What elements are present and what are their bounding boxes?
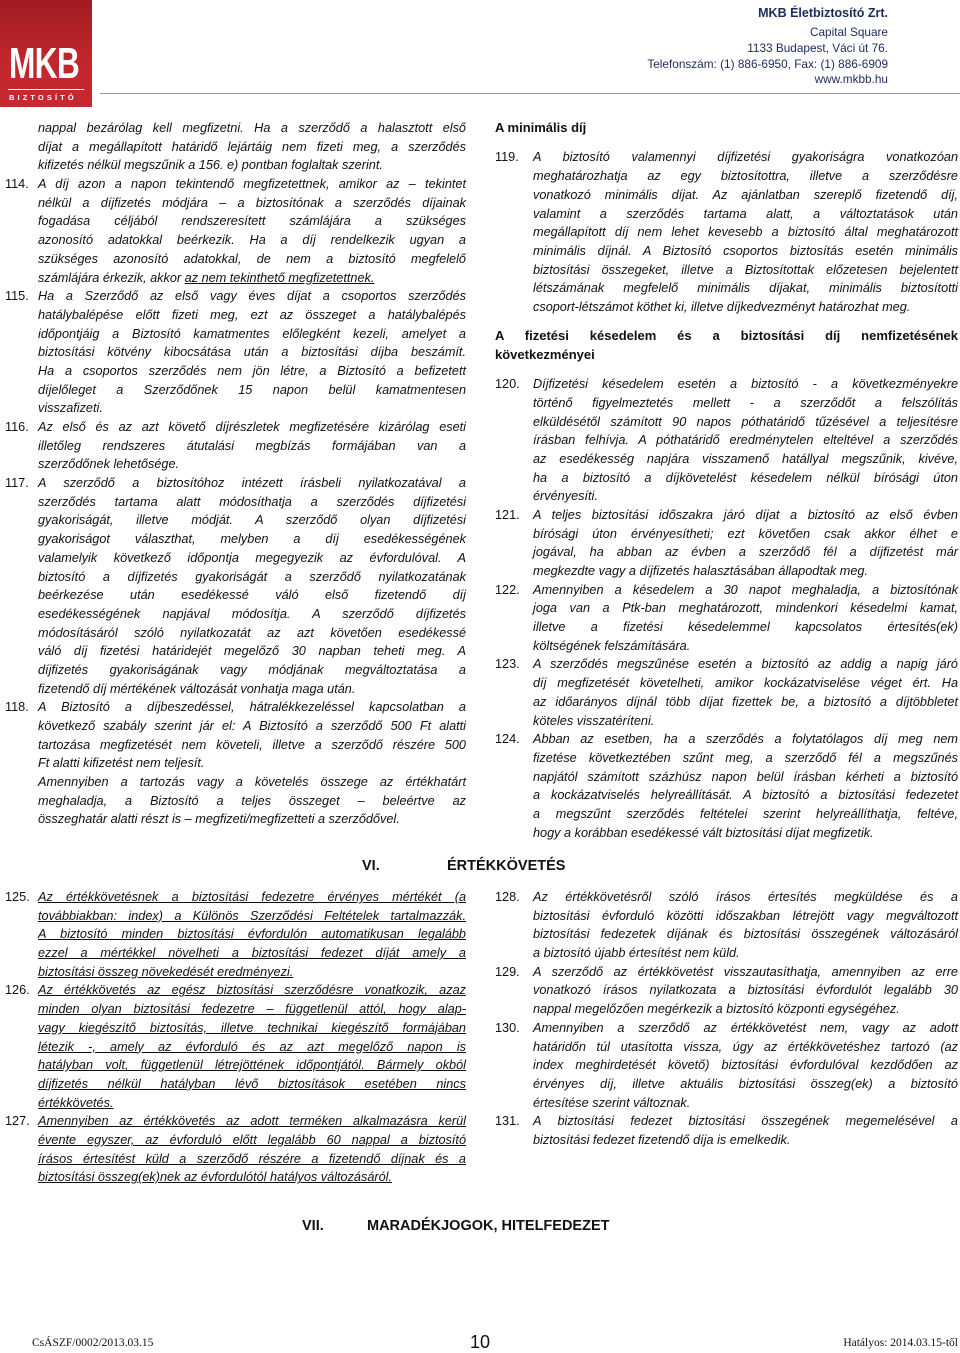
clause-line: biztosítási összeg növekedését eredményezi. <box>38 964 294 979</box>
clause-continuation <box>5 119 466 175</box>
clause-line: Az értékkövetésről szóló írásos értesítés megküldése és a <box>533 890 958 904</box>
document-id: CsÁSZF/0002/2013.03.15 <box>32 1337 154 1349</box>
text-segment: számlájára érkezik, akkor <box>38 270 185 285</box>
logo-subtitle: BIZTOSÍTÓ <box>9 93 77 102</box>
clause-line: kifizetés nélkül megszűnik a 156. e) pontban foglaltak szerint. <box>38 158 383 173</box>
clause-line: díjelőleget a Szerződőnek 15 napon belül kamatmentesen <box>38 382 466 397</box>
clause-130 <box>495 1019 958 1112</box>
clause-122 <box>495 581 958 656</box>
clause-line: fogadása céljából rendszeresített számlájára a szükséges <box>38 214 466 229</box>
clause-line: értesítése szerint változnak. <box>533 1095 691 1110</box>
clause-line: megkezdte vagy a díjfizetés halasztásában állapodtak meg. <box>533 564 869 579</box>
underlined-text: az nem tekinthető megfizetettnek. <box>184 270 375 285</box>
clause-line: váló díj fizetési határidejét megelőző 30 napban teheti meg. A <box>38 644 466 659</box>
clause-line: visszafizeti. <box>38 401 103 416</box>
subsection-heading <box>495 327 958 364</box>
clause-line: történő figyelmeztetés mellett - a szerződőt a felszólítás <box>533 395 958 410</box>
clause-line: jogával, ha abban az évben a szerződő fél a díjfizetést már <box>533 545 958 560</box>
clause-line: nappal megelőzően megérkezik a biztosító központi egységéhez. <box>533 1002 900 1017</box>
clause-line: vonatkozó írásos nyilatkozata a biztosítási évfordulót legalább 30 <box>533 983 958 998</box>
clause-number: 115. <box>5 289 29 304</box>
clause-115 <box>5 287 466 418</box>
clause-line: biztosítási fedezetek díjának és biztosítási összegének változásáról <box>533 927 958 942</box>
header-divider <box>100 93 960 94</box>
clause-line: hatályban volt, függetlenül létrejöttének időpontjától. Bármely okból <box>38 1058 466 1073</box>
clause-number: 127. <box>5 1114 30 1129</box>
section-number: VI. <box>362 858 380 874</box>
clause-line: Az első és az azt követő díjrészletek megfizetésére kizárólag eseti <box>38 420 466 434</box>
clause-line: A szerződő a biztosítóhoz intézett írásbeli nyilatkozatával a <box>38 476 466 491</box>
clause-line: meghaladja, a Biztosító a teljes összeget – beleértve az <box>38 793 466 808</box>
clause-line: határidőn túl utasította vissza, úgy az értékkövetéshez tartozó (az <box>533 1039 958 1054</box>
clause-number: 126. <box>5 983 30 998</box>
clause-120 <box>495 375 958 506</box>
clause-line: illetve a fizetési késedelemmel kapcsolatos értesítés(ek) <box>533 620 958 635</box>
clause-line: megállapított díj nem lehet kevesebb a biztosító által meghatározott <box>533 225 958 240</box>
clause-131 <box>495 1112 958 1149</box>
clause-line: minimális díjnál. A Biztosító csoportos biztosítás esetén minimális <box>533 243 958 258</box>
clause-line: A díj azon a napon tekintendő megfizetettnek, amikor az – tekintet <box>38 177 466 192</box>
clause-line: a kockázatviselés helyreállítását. A biztosító a biztosítási fedezetet <box>533 788 958 803</box>
clause-number: 120. <box>495 377 520 392</box>
clause-line: minden olyan biztosítási fedezetre – függetlenül attól, hogy alap- <box>38 1002 466 1017</box>
page-number: 10 <box>469 1332 491 1352</box>
clause-line: vagy kiegészítő biztosítás, illetve technikai kiegészítő formájában <box>38 1020 466 1035</box>
clause-line: valamint a szerződés tartama alatt, a változtatások után <box>533 206 958 221</box>
clause-line: gyakoriságot választhat, melyben a díj esedékességének <box>38 532 466 547</box>
heading-line: A fizetési késedelem és a biztosítási díj nemfizetésének <box>495 327 958 343</box>
clause-line: biztosítási összegeket, illetve a Biztosítottak előzetesen bejelentett <box>533 262 958 277</box>
mkb-logo <box>0 0 92 107</box>
clause-line: érvényes díj, illetve aktuális biztosítási összeg(ek) a biztosító <box>533 1076 958 1091</box>
left-column-lower <box>5 888 466 1187</box>
clause-line: díjat a megállapított határidő lejártáig nem fizeti meg, a szerződés <box>38 139 466 154</box>
clause-line: Amennyiben a szerződő az értékkövetést nem, vagy az adott <box>533 1020 958 1035</box>
clause-line: Díjfizetési késedelem esetén a biztosító - a következményekre <box>533 377 958 392</box>
clause-line: létszámának megfelelő minimális díjakat, minimális biztosítotti <box>533 281 958 296</box>
clause-line: esedékességének napjával módosítja. A szerződő díjfizetés <box>38 606 466 621</box>
clause-line: a biztosító újabb értesítést nem küld. <box>533 946 740 961</box>
clause-line: az esedékesség napjára visszamenő hatállyal megszűnik, kivéve, <box>533 451 958 466</box>
clause-line: A teljes biztosítási időszakra járó díjat a biztosító az első évben <box>533 507 958 522</box>
clause-number: 121. <box>495 507 520 522</box>
clause-number: 130. <box>495 1020 520 1035</box>
clause-line: A biztosítási fedezet biztosítási összegének megemelésével a <box>533 1114 958 1129</box>
clause-121 <box>495 506 958 581</box>
clause-line: összeghatár alatti részt is – megfizeti/megfizetteti a szerződővel. <box>38 812 400 827</box>
right-column-lower <box>495 888 958 1150</box>
contact-line: Telefonszám: (1) 886-6950, Fax: (1) 886-6909 <box>647 56 888 71</box>
clause-line: díjfizetés gyakoriságának vagy módjának megváltoztatása a <box>38 662 466 677</box>
clause-line: nélkül a díjfizetés módjára – a biztosítónak a szerződés díjainak <box>38 195 466 210</box>
clause-119 <box>495 148 958 316</box>
clause-number: 123. <box>495 657 520 672</box>
clause-line: módosításáról szóló nyilatkozatát az azt követően esedékessé <box>38 625 466 640</box>
section-title: MARADÉKJOGOK, HITELFEDEZET <box>367 1218 610 1234</box>
clause-line: Amennyiben a késedelem a 30 napot meghaladja, a biztosítónak <box>533 582 958 597</box>
clause-127 <box>5 1112 466 1187</box>
logo-wordmark: MKB <box>9 39 79 88</box>
clause-line: értékkövetés. <box>38 1095 114 1110</box>
clause-line: illetőleg rendszeres átutalási megbízás formájában van a <box>38 438 466 453</box>
clause-line: Az értékkövetés az egész biztosítási szerződésre vonatkozik, azaz <box>38 983 466 998</box>
clause-line: azonosító adatokkal beérkezik. Ha a díj rendelkezik ugyan a <box>38 233 466 248</box>
clause-number: 119. <box>495 150 519 165</box>
clause-line: elküldésétől számított 90 napos póthatáridő tűzésével a teljesítésre <box>533 414 958 429</box>
clause-line: Amennyiben a tartozás vagy a követelés összege az értékhatárt <box>38 775 466 790</box>
clause-line: csoport-létszámot köthet ki, illetve díjkedvezményt határozhat meg. <box>533 299 911 314</box>
clause-line: Ha a Szerződő az első vagy éves díjat a csoportos szerződés <box>38 289 466 304</box>
clause-line: a megszűnt szerződés feltételei szerint helyreállíthatja, feltéve, <box>533 806 958 821</box>
clause-line: tartozása megfizetését nem követeli, illetve a szerződő részére 500 <box>38 737 466 752</box>
clause-line: biztosító a díjfizetés gyakoriságát a szerződő nyilatkozatának <box>38 569 466 584</box>
clause-line: szükséges azonosító adatokkal, de nem a biztosító megfelelő <box>38 251 466 266</box>
clause-124 <box>495 730 958 842</box>
clause-number: 125. <box>5 890 30 904</box>
clause-line: hatálybalépése előtt fizeti meg, ezt az összeget a hatálybalépés <box>38 307 466 322</box>
clause-number: 117. <box>5 476 29 491</box>
section-title: ÉRTÉKKÖVETÉS <box>447 858 566 874</box>
clause-line: meghatározhatja az egy biztosítottra, illetve a szerződésre <box>533 169 958 184</box>
left-column-upper <box>5 119 466 829</box>
clause-line: díj megfizetését követelheti, amikor kockázatviselése véget ért. Ha <box>533 676 958 691</box>
heading-line: következményei <box>495 346 595 362</box>
clause-number: 129. <box>495 964 520 979</box>
clause-line: A szerződő az értékkövetést visszautasíthatja, amennyiben az erre <box>533 964 958 979</box>
clause-line: szerződés tartama alatt módosíthatja a szerződés díjfizetési <box>38 494 466 509</box>
clause-line: bírósági úton érvényesítheti; ezt követően csak akkor élhet e <box>533 526 958 541</box>
clause-line <box>38 269 466 288</box>
clause-number: 131. <box>495 1114 520 1129</box>
clause-line: Amennyiben az értékkövetés az adott terméken alkalmazásra kerül <box>38 1114 466 1129</box>
section-number: VII. <box>302 1218 324 1234</box>
clause-number: 116. <box>5 420 29 434</box>
clause-line: időpontjáig a Biztosító kamatmentes előlegként kezeli, amelyet a <box>38 326 466 341</box>
right-column-upper <box>495 119 958 842</box>
clause-number: 118. <box>5 700 29 715</box>
clause-116 <box>5 418 466 474</box>
logo-divider <box>8 89 84 90</box>
clause-line: A biztosító minden biztosítási évfordulón automatikusan legalább <box>38 927 466 942</box>
company-name: MKB Életbiztosító Zrt. <box>758 6 888 20</box>
website-line: www.mkbb.hu <box>814 72 888 87</box>
clause-125 <box>5 888 466 981</box>
clause-line: díjfizetés nélkül hatályban lévő biztosítások esetében nincs <box>38 1076 466 1091</box>
clause-line: ha a biztosító a díjkövetelést késedelem nélkül bírósági úton <box>533 470 958 485</box>
clause-line: joga van a Ptk-ban meghatározott, mindenkori késedelmi kamat, <box>533 601 958 616</box>
clause-line: biztosítási fedezet fizetendő díja is emelkedik. <box>533 1132 791 1147</box>
clause-line: hogy a korábban esedékessé vált biztosítási díjat megfizetik. <box>533 825 874 840</box>
clause-line: napjától számított százhúsz napon belül írásban kérheti a biztosító <box>533 769 958 784</box>
clause-line: biztosítási évforduló közötti időszakban létrejött vagy megváltozott <box>533 908 958 923</box>
subsection-heading <box>495 119 958 138</box>
clause-line: valamelyik következő időpontja megegyezik az évfordulóval. A <box>38 550 466 565</box>
clause-118 <box>5 698 466 829</box>
address-line: 1133 Budapest, Váci út 76. <box>747 40 888 55</box>
effective-date: Hatályos: 2014.03.15-től <box>843 1337 958 1349</box>
clause-line: fizetése következtében szűnt meg, a szerződő fél a megszűnés <box>533 750 958 765</box>
clause-line: biztosítási összeg(ek)nek az évfordulótól hatályos változásáról. <box>38 1170 393 1185</box>
clause-line: következő szabály szerint jár el: A Biztosító a szerződő 500 Ft alatti <box>38 719 466 733</box>
clause-line: vonatkozó minimális díjat. Az ajánlatban szereplő fizetendő díj, <box>533 187 958 202</box>
clause-line: nappal bezárólag kell megfizetni. Ha a szerződő a halasztott első <box>38 121 466 135</box>
clause-line: A Biztosító a díjbeszedéssel, hátralékkezeléssel kapcsolatban a <box>38 700 466 715</box>
clause-line: ezzel a mértékkel növelheti a biztosítási fedezet díját amely a <box>38 946 466 961</box>
clause-line: érvényesíti. <box>533 489 598 504</box>
clause-number: 122. <box>495 582 520 597</box>
clause-line: Ha a csoportos szerződés nem jön létre, a Biztosító a befizetett <box>38 363 466 378</box>
clause-line: index meghirdetését követő) biztosítási évfordulóval kezdődően az <box>533 1058 958 1073</box>
clause-line: írásban felhívja. A póthatáridő eredménytelen elteltével a szerződés <box>533 433 958 448</box>
clause-123 <box>495 655 958 730</box>
clause-line: beérkezése után esedékessé váló első fizetendő díj <box>38 588 466 603</box>
clause-number: 114. <box>5 177 29 192</box>
clause-number: 124. <box>495 732 520 747</box>
clause-line: biztosítási kötvény kibocsátása után a biztosítási díjba beszámít. <box>38 345 466 360</box>
clause-129 <box>495 963 958 1019</box>
clause-line: Ft alatti kifizetést nem teljesít. <box>38 756 205 771</box>
address-line: Capital Square <box>809 25 888 39</box>
clause-line: Abban az esetben, ha a szerződés a folytatólagos díj meg nem <box>533 732 958 747</box>
clause-line: továbbiakban: index) a Különös Szerződési Feltételek tartalmazzák. <box>38 908 466 923</box>
clause-line: Az értékkövetésnek a biztosítási fedezetre érvényes mértékét (a <box>38 890 466 904</box>
clause-line: A szerződés megszűnése esetén a biztosító az addig a napig járó <box>533 657 958 672</box>
clause-line: létezik -, amely az évforduló és az azt megelőző napon is <box>38 1039 466 1054</box>
clause-line: A biztosító valamennyi díjfizetési gyakoriságra vonatkozóan <box>533 150 958 165</box>
clause-line: fizetendő díj mértékének változását vonhatja maga után. <box>38 681 356 696</box>
clause-114 <box>5 175 466 287</box>
heading-line: A minimális díj <box>495 120 587 135</box>
clause-line: szerződőnek lehetősége. <box>38 457 180 472</box>
clause-line: az időarányos díjnál több díjat fizettek be, a biztosító a díjtöbbletet <box>533 694 958 709</box>
clause-117 <box>5 474 466 698</box>
clause-128 <box>495 888 958 963</box>
company-address <box>488 25 888 88</box>
clause-line: köteles visszatéríteni. <box>533 713 655 728</box>
clause-line: gyakoriságát, illetve módját. A szerződő olyan díjfizetési <box>38 513 466 528</box>
clause-line: költségének felszámítására. <box>533 638 691 653</box>
clause-number: 128. <box>495 890 520 904</box>
clause-line: évente egyszer, az évforduló előtt legalább 60 nappal a biztosító <box>38 1132 466 1147</box>
clause-126 <box>5 981 466 1112</box>
clause-line: írásos értesítést küld a szerződő részére a fizetendő díjnak és a <box>38 1151 466 1166</box>
